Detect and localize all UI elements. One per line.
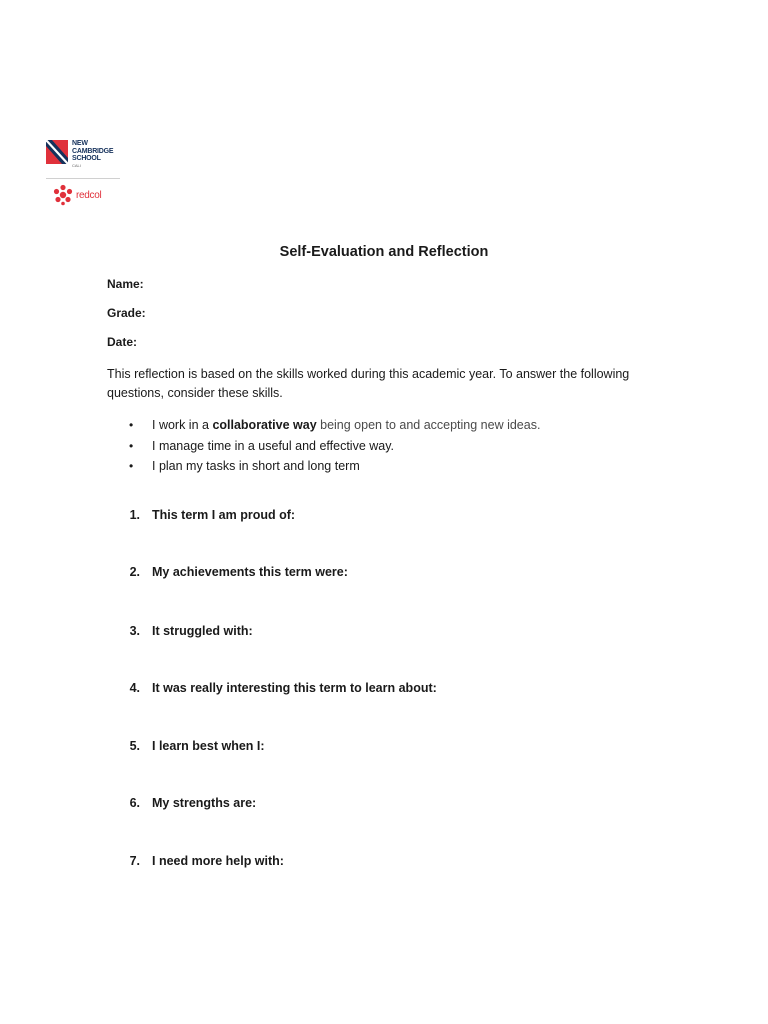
skill-item-time-management: • I manage time in a useful and effective way. xyxy=(107,437,540,458)
new-cambridge-school-logo xyxy=(46,140,113,168)
question-3: 3. It struggled with: xyxy=(129,624,253,638)
question-text: I need more help with: xyxy=(152,854,284,868)
date-field-label: Date: xyxy=(107,335,138,349)
bullet-icon: • xyxy=(129,459,134,473)
question-6: 6. My strengths are: xyxy=(129,796,257,810)
skills-list xyxy=(107,416,540,478)
question-5: 5. I learn best when I: xyxy=(129,739,265,753)
page-title: Self-Evaluation and Reflection xyxy=(279,244,489,260)
school-name-line-3: SCHOOL xyxy=(72,155,101,162)
question-text: My strengths are: xyxy=(152,796,257,810)
redcol-flower-icon xyxy=(52,184,74,206)
skill-item-collaborative: • I work in a collaborative way being open to and accepting new ideas. xyxy=(107,416,540,437)
bullet-icon: • xyxy=(129,418,134,432)
school-subtitle: CALI xyxy=(72,162,81,168)
grade-field-label: Grade: xyxy=(107,306,146,320)
name-field-label: Name: xyxy=(107,277,144,291)
question-text: It was really interesting this term to learn about: xyxy=(152,681,437,695)
redcol-logo xyxy=(52,184,101,206)
question-text: I learn best when I: xyxy=(152,739,265,753)
logo-divider xyxy=(46,178,120,179)
logo-block xyxy=(40,130,130,216)
question-text: My achievements this term were: xyxy=(152,565,348,579)
question-text: This term I am proud of: xyxy=(152,508,296,522)
school-name-line-2: CAMBRIDGE xyxy=(72,147,114,155)
intro-paragraph: This reflection is based on the skills worked during this academic year. To answer the following questions, consider these skills. xyxy=(107,367,630,400)
question-4: 4. It was really interesting this term to learn about: xyxy=(129,681,437,695)
school-crest-icon xyxy=(46,140,68,164)
skill-item-planning: • I plan my tasks in short and long term xyxy=(107,457,540,478)
question-text: It struggled with: xyxy=(152,624,253,638)
question-2: 2. My achievements this term were: xyxy=(129,565,348,579)
question-7: 7. I need more help with: xyxy=(129,854,284,868)
redcol-wordmark: redcol xyxy=(76,189,102,201)
question-1: 1. This term I am proud of: xyxy=(129,508,296,522)
bullet-icon: • xyxy=(129,438,134,453)
school-name-line-1: NEW xyxy=(72,140,88,147)
